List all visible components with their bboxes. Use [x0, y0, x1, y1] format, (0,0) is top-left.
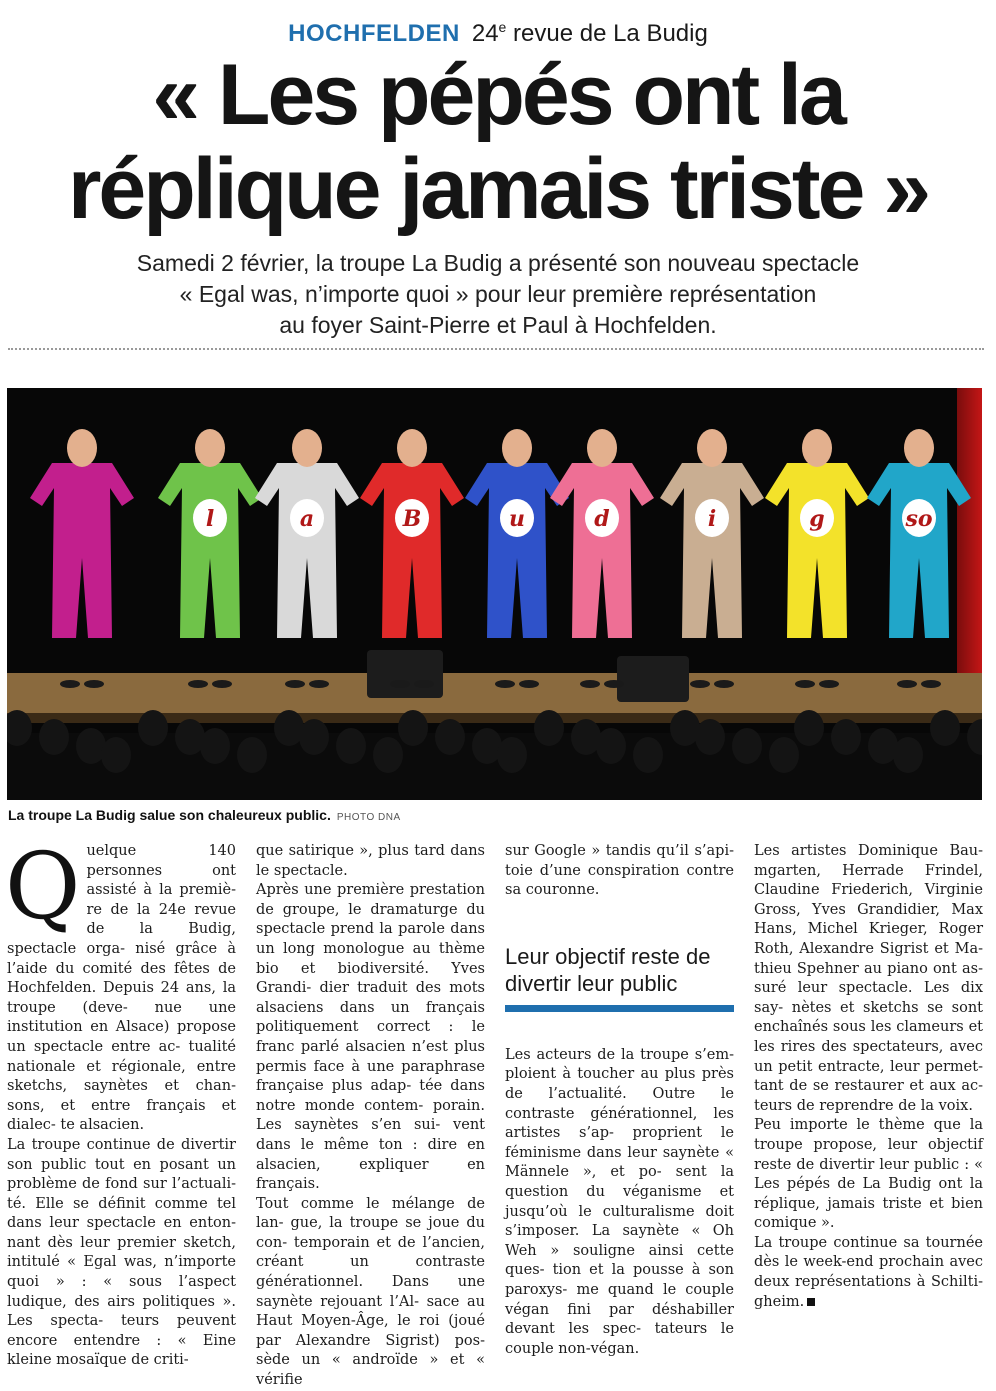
audience-head — [39, 719, 69, 755]
audience-head — [299, 719, 329, 755]
stage-photo — [7, 388, 982, 800]
audience-head — [769, 737, 799, 773]
stage-curtain — [957, 388, 982, 688]
article-column-1 — [5, 833, 236, 1371]
performer-head — [802, 429, 832, 467]
audience-head — [398, 710, 428, 746]
paragraph: Les acteurs de la troupe s’em- ploient à toucher au plus près de l’actualité. Outre le contraste générationnel, les artistes s’ap- proprient le féminisme dans leur saynète « Männele », et po- sent la question du véganisme et jusqu’où le culturalisme doit s’imposer. La saynète « Oh Weh » souligne ainsi cette ques- tion et la pousse à son paroxys- me quand le couple végan fini par déshabiller devant les spec- tateurs le couple non-végan. — [505, 1046, 734, 1357]
paragraph: Les artistes Dominique Bau- mgarten, Herrade Frindel, Claudine Friederich, Virginie Gross, Yves Grandidier, Max Hans, Michel Krieger, Roger Roth, Alexandre Sigrist et Ma- thieu Spehner au piano ont as- suré leur spectacle. Les dix say- nètes et sketchs se sont enchaînés sous les clameurs et les rires des spectateurs, avec un petit entracte, leur permet- tant de se restaurer et aux ac- teurs de reprendre de la voix. — [754, 843, 983, 1114]
performer-shoe — [519, 680, 539, 688]
headline-line-1: « Les pépés ont la — [152, 47, 844, 143]
performer-shoe — [309, 680, 329, 688]
costume-letter: a — [299, 506, 315, 532]
dotted-divider — [8, 348, 984, 350]
rubric-number: 24 — [471, 20, 499, 47]
end-mark — [807, 1298, 815, 1306]
performer-shoe — [604, 680, 624, 688]
audience-head — [695, 719, 725, 755]
paragraph: uelque 140 personnes ont assisté à la premiè- re de la 24e revue de la Budig, spectacle orga- nisé grâce à l’aide du comité des fêtes de Hochfelden. Depuis 24 ans, la troupe (deve- nue une institution en Alsace) propose un spectacle entre ac- tualité nationale et régionale, entre sketchs, saynètes et chan- sons, et entre français et dialec- te alsacien. — [7, 843, 236, 1134]
performer-head — [502, 429, 532, 467]
audience-head — [435, 719, 465, 755]
audience-head — [831, 719, 861, 755]
performer-head — [397, 429, 427, 467]
performer-shoe — [84, 680, 104, 688]
intertitle: Leur objectif reste de divertir leur public — [505, 943, 711, 996]
performer-shoe — [390, 680, 410, 688]
performer-shoe — [714, 680, 734, 688]
photo-caption — [8, 806, 401, 827]
audience-head — [534, 710, 564, 746]
costume-letter: i — [707, 506, 717, 532]
standfirst — [40, 248, 956, 341]
paragraph: que satirique », plus tard dans le spectacle. — [256, 843, 485, 879]
standfirst-line-3: au foyer Saint-Pierre et Paul à Hochfelden. — [279, 312, 717, 338]
costume-letter: B — [402, 506, 422, 532]
audience-head — [101, 737, 131, 773]
performer-shoe — [690, 680, 710, 688]
audience-head — [930, 710, 960, 746]
photo-credit: PHOTO DNA — [336, 812, 401, 823]
performer-shoe — [285, 680, 305, 688]
performer-shoe — [188, 680, 208, 688]
headline — [10, 48, 986, 236]
rubric-text: revue de La Budig — [506, 20, 708, 47]
performer-shoe — [921, 680, 941, 688]
stage-speaker-left — [367, 650, 443, 698]
caption-text: La troupe La Budig salue son chaleureux public. — [8, 807, 331, 823]
headline-line-2: réplique jamais triste » — [67, 141, 929, 237]
audience-head — [893, 737, 923, 773]
rubric-superscript: e — [498, 19, 507, 35]
standfirst-line-1: Samedi 2 février, la troupe La Budig a présenté son nouveau spectacle — [136, 250, 860, 276]
performer-shoe — [819, 680, 839, 688]
performer-shoe — [60, 680, 80, 688]
performer-head — [904, 429, 934, 467]
intertitle-bar — [505, 1005, 734, 1012]
closing-text: La troupe continue sa tournée dès le week-end prochain avec deux représentations à Schilti- gheim. — [754, 1234, 983, 1310]
audience-head — [200, 728, 230, 764]
performer-head — [195, 429, 225, 467]
kicker-location: HOCHFELDEN — [288, 20, 460, 47]
performer-shoe — [414, 680, 434, 688]
drop-cap: Q — [5, 833, 81, 940]
performer-head — [292, 429, 322, 467]
audience-head — [373, 737, 403, 773]
kicker-rubric — [472, 20, 708, 47]
audience-head — [336, 728, 366, 764]
costume-letter: u — [509, 506, 525, 532]
performer-shoe — [495, 680, 515, 688]
costume-letter: d — [594, 506, 610, 532]
audience-head — [138, 710, 168, 746]
performer-shoe — [795, 680, 815, 688]
performer-head — [697, 429, 727, 467]
paragraph: sur Google » tandis qu’il s’api- toie d’une conspiration contre sa couronne. — [505, 843, 734, 899]
performer-shoe — [580, 680, 600, 688]
article-column-4 — [754, 842, 983, 1312]
audience-head — [237, 737, 267, 773]
article-column-2 — [256, 842, 485, 1391]
paragraph — [754, 1234, 983, 1312]
performer-head — [587, 429, 617, 467]
paragraph: Après une première prestation de groupe, le dramaturge du spectacle prend la parole dans un long monologue au thème bio et biodiversité. Yves Grandi- dier traduit des mots alsaciens dans un français politiquement correct : le franc parlé alsacien n’est plus permis face à une paraphrase française plus adap- tée dans notre monde contem- porain. Les saynètes s’en sui- vent dans le même ton : dire en alsacien, expliquer en français. — [256, 882, 485, 1193]
costume-letter: g — [809, 506, 825, 532]
audience-head — [732, 728, 762, 764]
performer-shoe — [897, 680, 917, 688]
paragraph: Tout comme le mélange de lan- gue, la troupe se joue du con- temporain et de l’ancien, créant un contraste générationnel. Dans une saynète rejouant l’Al- sace au Haut Moyen-Âge, le roi (joué par Alexandre Sigrist) pos- sède un « androïde » et « vérifie — [256, 1195, 485, 1389]
audience-head — [794, 710, 824, 746]
audience-head — [497, 737, 527, 773]
standfirst-line-2: « Egal was, n’importe quoi » pour leur première représentation — [179, 281, 817, 307]
costume-letter: so — [905, 506, 933, 532]
article-column-3 — [505, 842, 734, 1359]
audience-head — [633, 737, 663, 773]
paragraph: Peu importe le thème que la troupe propose, leur objectif reste de divertir leur public : « Les pépés de La Budig ont la réplique, jamais triste et bien comique ». — [754, 1117, 983, 1232]
stage-illustration — [7, 388, 982, 800]
stage-speaker-right — [617, 656, 689, 702]
performer-shoe — [212, 680, 232, 688]
costume-letter: l — [205, 506, 215, 532]
paragraph: La troupe continue de divertir son public tout en posant un problème de fond sur l’actuali- té. Elle se définit comme tel dans leur spectacle en enton- nant dès leur premier sketch, intitulé « Egal was, n’importe quoi » : « sous l’aspect ludique, des airs politiques ». Les specta- teurs peuvent encore entendre : « Eine kleine mosaïque de criti- — [7, 1136, 236, 1369]
audience-head — [596, 728, 626, 764]
performer-head — [67, 429, 97, 467]
kicker — [0, 12, 996, 49]
